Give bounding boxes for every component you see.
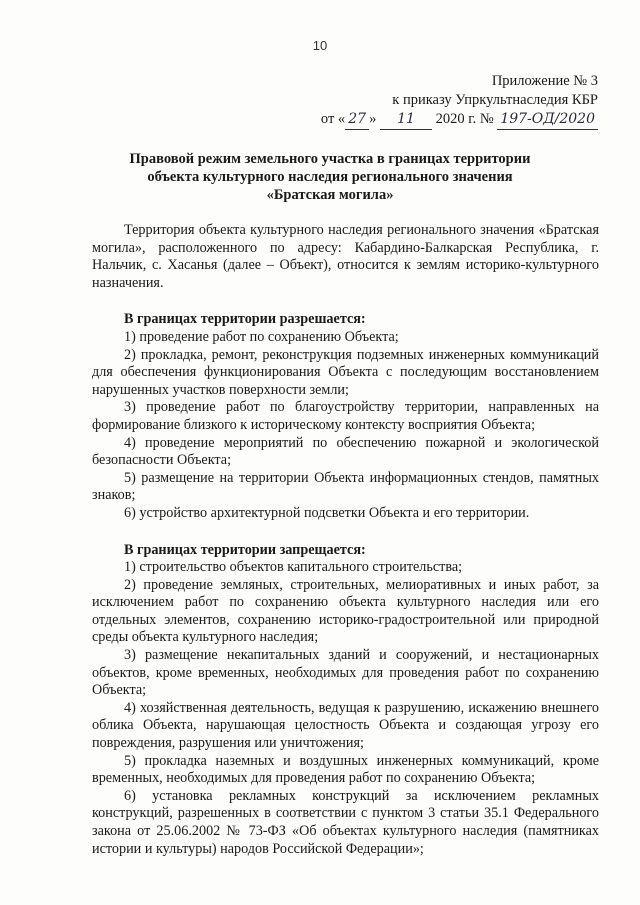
title-line-2: объекта культурного наследия регионального значения <box>147 169 513 185</box>
page-number: 10 <box>312 38 328 53</box>
allowed-heading: В границах территории разрешается: <box>124 311 366 328</box>
allowed-item-2: 2) прокладка, ремонт, реконструкция подземных инженерных коммуникаций для обеспечения функционирования Объекта с последующим восстановлением нарушенных участков поверхности земли; <box>92 346 599 398</box>
intro-paragraph: Территория объекта культурного наследия регионального значения «Братская могила», расположенного по адресу: Кабардино-Балкарская Республика, г. Нальчик, с. Хасанья (далее – Объект), относится к землям историко-культурного назначения. <box>92 222 599 291</box>
forbidden-item-5: 5) прокладка наземных и воздушных инженерных коммуникаций, кроме временных, необходимых для проведения работ по сохранению Объекта; <box>92 752 599 787</box>
allowed-item-6: 6) устройство архитектурной подсветки Объекта и его территории. <box>124 504 530 521</box>
allowed-item-4: 4) проведение мероприятий по обеспечению пожарной и экологической безопасности Объекта; <box>92 434 599 469</box>
appendix-date-line <box>321 110 598 130</box>
title-line-1: Правовой режим земельного участка в границах территории <box>129 151 531 167</box>
date-day: 27 <box>345 110 369 130</box>
date-mid: » <box>369 111 377 127</box>
document-body <box>92 222 599 858</box>
date-month: 11 <box>380 110 432 130</box>
forbidden-item-2: 2) проведение земляных, строительных, мелиоративных и иных работ, за исключением работ по сохранению объекта культурного наследия или его отдельных элементов, сохранению историко-градостроительной или природной среды объекта культурного наследия; <box>92 576 599 646</box>
document-title <box>60 150 600 204</box>
appendix-header <box>321 72 598 130</box>
appendix-order-ref: к приказу Упркультнаследия КБР <box>392 92 598 108</box>
forbidden-heading: В границах территории запрещается: <box>124 541 366 558</box>
forbidden-item-1: 1) строительство объектов капитального строительства; <box>124 559 463 576</box>
title-line-3: «Братская могила» <box>266 187 394 203</box>
allowed-item-5: 5) размещение на территории Объекта информационных стендов, памятных знаков; <box>92 469 599 504</box>
allowed-item-3: 3) проведение работ по благоустройству территории, направленных на формирование близкого к историческому контексту восприятия Объекта; <box>92 399 599 433</box>
appendix-label: Приложение № 3 <box>491 73 598 89</box>
forbidden-item-4: 4) хозяйственная деятельность, ведущая к разрушению, искажению внешнего облика Объекта, нарушающая целостность Объекта и создающая угрозу его повреждения, разрушения или уничтожения; <box>92 699 599 752</box>
date-year: 2020 г. № <box>435 111 494 127</box>
allowed-item-1: 1) проведение работ по сохранению Объекта; <box>124 328 399 345</box>
forbidden-item-3: 3) размещение некапитальных зданий и сооружений, и нестационарных объектов, кроме временных, необходимых для проведения работ по сохранению Объекта; <box>92 647 599 699</box>
date-prefix: от « <box>320 111 346 127</box>
forbidden-item-6: 6) установка рекламных конструкций за исключением рекламных конструкций, разрешенных в соответствии с пунктом 3 статьи 35.1 Федерального закона от 25.06.2002 № 73-ФЗ «Об объектах культурного наследия (памятниках истории и культуры) народов Российской Федерации»; <box>92 787 599 857</box>
order-number: 197-ОД/2020 <box>497 110 598 130</box>
